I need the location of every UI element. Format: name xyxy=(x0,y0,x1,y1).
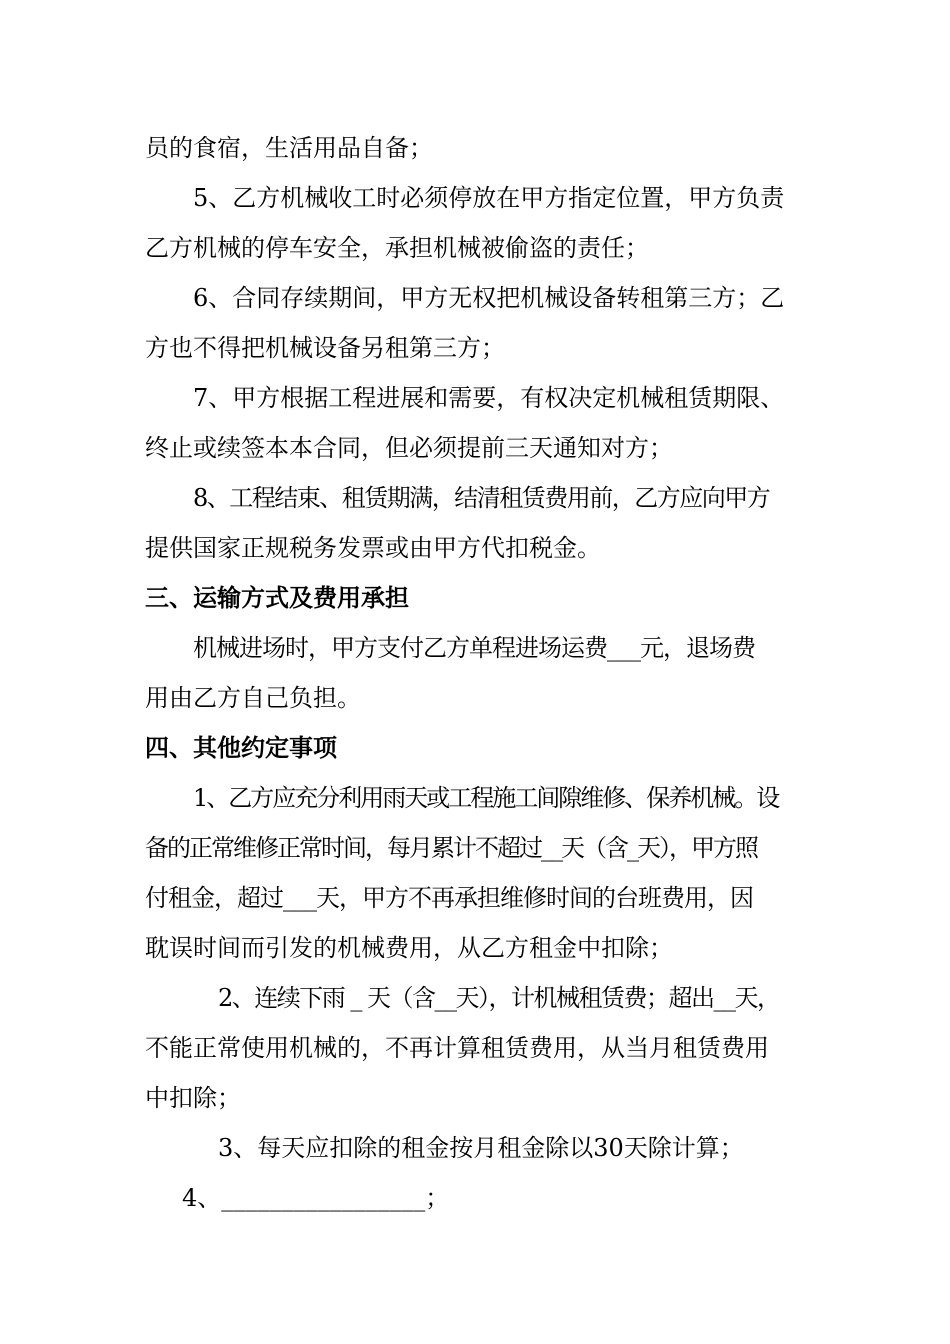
clause-4-1-line-4: 耽误时间而引发的机械费用，从乙方租金中扣除； xyxy=(145,934,673,962)
clause-4-1-line-1: 1、乙方应充分利用雨天或工程施工间隙维修、保养机械。设 xyxy=(193,784,779,812)
section-3-heading: 三、运输方式及费用承担 xyxy=(145,583,409,612)
section-3-line-2: 用由乙方自己负担。 xyxy=(145,684,361,712)
clause-4-2-line-3: 中扣除； xyxy=(145,1084,241,1112)
clause-4-2-line-1: 2、连续下雨 _ 天（含__天），计机械租赁费；超出__天， xyxy=(218,984,780,1012)
clause-7-line-1: 7、甲方根据工程进展和需要，有权决定机械租赁期限、 xyxy=(193,384,785,412)
clause-8-line-2: 提供国家正规税务发票或由甲方代扣税金。 xyxy=(145,534,601,562)
clause-7-line-2: 终止或续签本本合同，但必须提前三天通知对方； xyxy=(145,434,673,462)
clause-4-3-line-1: 3、每天应扣除的租金按月租金除以30天除计算； xyxy=(218,1134,744,1162)
clause-5-line-1: 5、乙方机械收工时必须停放在甲方指定位置，甲方负责 xyxy=(193,184,785,212)
clause-6-line-2: 方也不得把机械设备另租第三方； xyxy=(145,334,505,362)
section-3-line-1: 机械进场时，甲方支付乙方单程进场运费___元，退场费 xyxy=(193,634,755,662)
clause-5-line-2: 乙方机械的停车安全，承担机械被偷盗的责任； xyxy=(145,234,649,262)
clause-8-line-1: 8、工程结束、租赁期满，结清租赁费用前，乙方应向甲方 xyxy=(193,484,770,512)
clause-4-1-line-3: 付租金，超过___天，甲方不再承担维修时间的台班费用，因 xyxy=(145,884,753,912)
clause-4-1-line-2: 备的正常维修正常时间，每月累计不超过__天（含_天），甲方照 xyxy=(145,834,757,862)
clause-4-4-line-1: 4、_________________； xyxy=(182,1184,450,1212)
text-line-continuation: 员的食宿，生活用品自备； xyxy=(145,134,433,162)
section-4-heading: 四、其他约定事项 xyxy=(145,733,337,762)
clause-4-2-line-2: 不能正常使用机械的，不再计算租赁费用，从当月租赁费用 xyxy=(145,1034,769,1062)
clause-6-line-1: 6、合同存续期间，甲方无权把机械设备转租第三方；乙 xyxy=(193,284,785,312)
